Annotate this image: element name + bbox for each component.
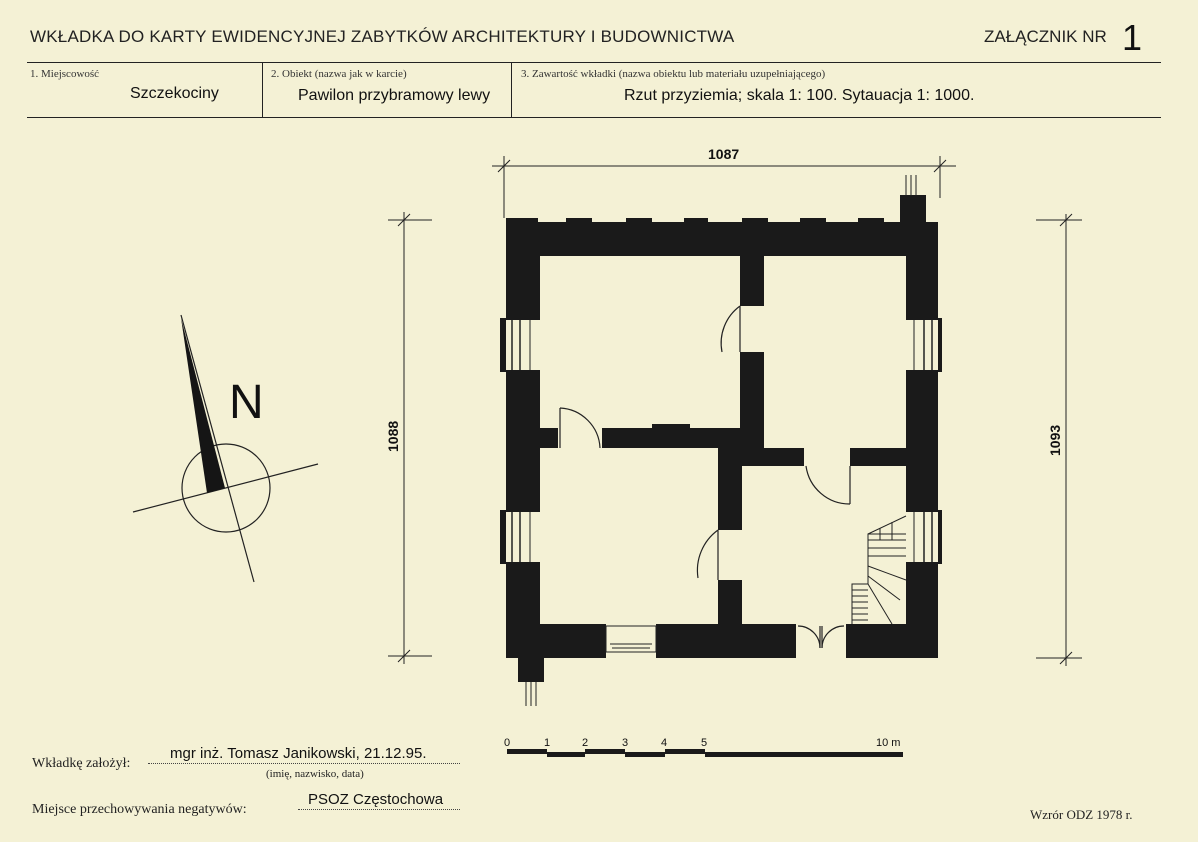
staircase — [852, 516, 906, 624]
scale-bar — [504, 737, 903, 757]
object-value: Pawilon przybramowy lewy — [298, 87, 491, 104]
negatives-dotted-line — [298, 809, 460, 810]
annex-label: ZAŁĄCZNIK NR — [984, 27, 1107, 46]
north-label: N — [229, 376, 264, 429]
compass-axis-ns — [181, 315, 254, 582]
author-label: Wkładkę założył: — [32, 756, 131, 771]
annex-number: 1 — [1122, 17, 1143, 58]
compass-axis-ew — [133, 464, 318, 512]
building-walls — [500, 195, 942, 682]
scale-label-10: 10 m — [876, 737, 901, 749]
negatives-value: PSOZ Częstochowa — [308, 791, 444, 808]
dimension-top: 1087 — [708, 146, 740, 162]
doors — [560, 306, 850, 648]
author-dotted-line — [148, 763, 460, 764]
negatives-label: Miejsce przechowywania negatywów: — [32, 802, 247, 817]
scale-label-0: 0 — [504, 737, 511, 749]
dimension-left: 1088 — [385, 420, 401, 452]
scale-label-5: 5 — [701, 737, 708, 749]
content-label: 3. Zawartość wkładki (nazwa obiektu lub materiału uzupełniającego) — [521, 68, 826, 80]
content-value: Rzut przyziemia; skala 1: 100. Sytauacja 1: 1000. — [624, 87, 975, 104]
template-note: Wzrór ODZ 1978 r. — [1030, 807, 1133, 822]
author-value: mgr inż. Tomasz Janikowski, 21.12.95. — [170, 745, 427, 762]
sheet-title: WKŁADKA DO KARTY EWIDENCYJNEJ ZABYTKÓW ARCHITEKTURY I BUDOWNICTWA — [30, 27, 735, 46]
scale-label-3: 3 — [622, 737, 629, 749]
author-hint: (imię, nazwisko, data) — [266, 768, 364, 780]
locality-label: 1. Miejscowość — [30, 68, 100, 80]
object-label: 2. Obiekt (nazwa jak w karcie) — [271, 68, 407, 80]
locality-value: Szczekociny — [130, 85, 219, 102]
north-arrow — [133, 315, 318, 582]
scale-label-1: 1 — [544, 737, 551, 749]
scale-label-2: 2 — [582, 737, 589, 749]
dimension-right: 1093 — [1047, 424, 1063, 456]
scale-label-4: 4 — [661, 737, 668, 749]
